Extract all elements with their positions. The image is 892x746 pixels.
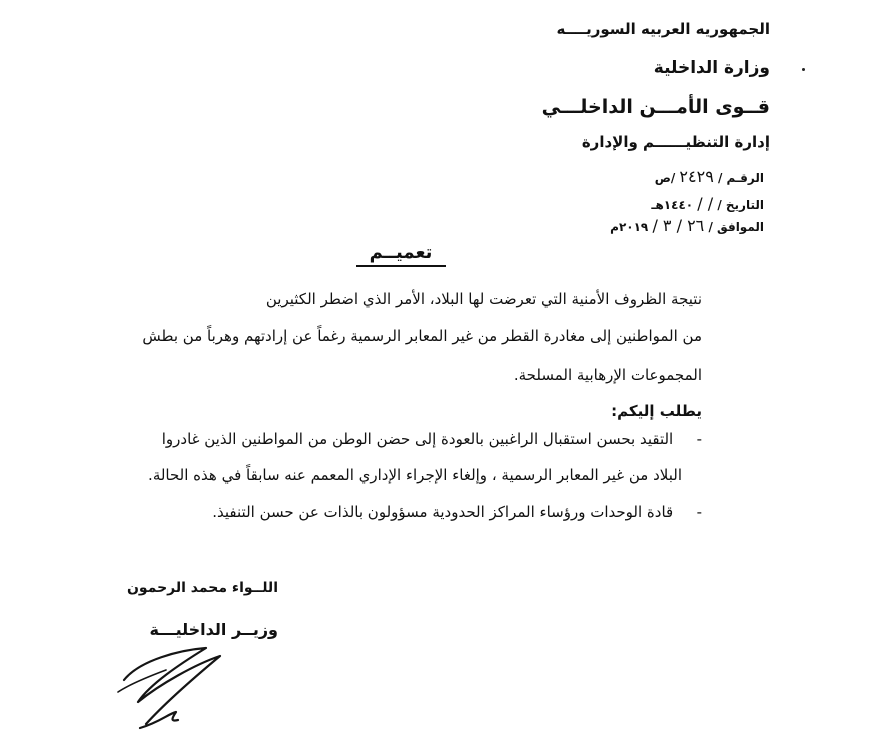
reference-equiv-value: ٢٦ / ٣ /	[652, 216, 705, 235]
reference-number-suffix: /ص	[654, 171, 676, 185]
request-heading: يطلب إليكم:	[611, 402, 702, 420]
reference-number	[655, 167, 764, 186]
intro-line-1: نتيجة الظروف الأمنية التي تعرضت لها البلاد، الأمر الذي اضطر الكثيرين	[265, 290, 702, 308]
handwritten-signature	[110, 640, 230, 740]
reference-equiv-label: الموافق /	[708, 220, 764, 234]
country-name: الجمهوريه العربيه السوريــــه	[556, 20, 770, 38]
intro-line-3: المجموعات الإرهابية المسلحة.	[513, 366, 702, 384]
reference-date	[651, 194, 764, 213]
signatory-name: اللــواء محمد الرحمون	[126, 580, 278, 596]
reference-equivalent-date	[610, 216, 764, 235]
department-name: إدارة التنظيــــــم والإدارة	[581, 133, 770, 151]
margin-mark	[802, 68, 805, 71]
ministry-name: وزارة الداخلية	[653, 58, 770, 78]
forces-name: قــوى الأمـــن الداخلـــي	[541, 96, 770, 118]
list-item	[212, 503, 702, 521]
intro-line-2: من المواطنين إلى مغادرة القطر من غير المعابر الرسمية رغماً عن إرادتهم وهرباً من بطش	[142, 327, 702, 345]
list-item-line: قادة الوحدات ورؤساء المراكز الحدودية مسؤولون بالذات عن حسن التنفيذ.	[212, 503, 674, 521]
list-item-continuation: البلاد من غير المعابر الرسمية ، وإلغاء الإجراء الإداري المعمم عنه سابقاً في هذه الحالة.	[148, 466, 682, 484]
reference-equiv-suffix: ٢٠١٩م	[610, 220, 649, 234]
list-item-line: التقيد بحسن استقبال الراغبين بالعودة إلى حضن الوطن من المواطنين الذين غادروا	[161, 430, 674, 448]
memo-title: تعميــم	[356, 242, 446, 267]
reference-date-suffix: ١٤٤٠هـ	[651, 198, 694, 212]
reference-number-value: ٢٤٢٩	[679, 167, 714, 186]
bullet-dash: -	[696, 503, 702, 521]
bullet-dash: -	[696, 430, 702, 448]
reference-number-label: الرقـم /	[717, 171, 764, 185]
signatory-title: وزيــر الداخليـــة	[149, 620, 278, 639]
reference-date-value: / /	[697, 194, 714, 213]
list-item	[162, 430, 702, 448]
reference-date-label: التاريخ /	[717, 198, 764, 212]
